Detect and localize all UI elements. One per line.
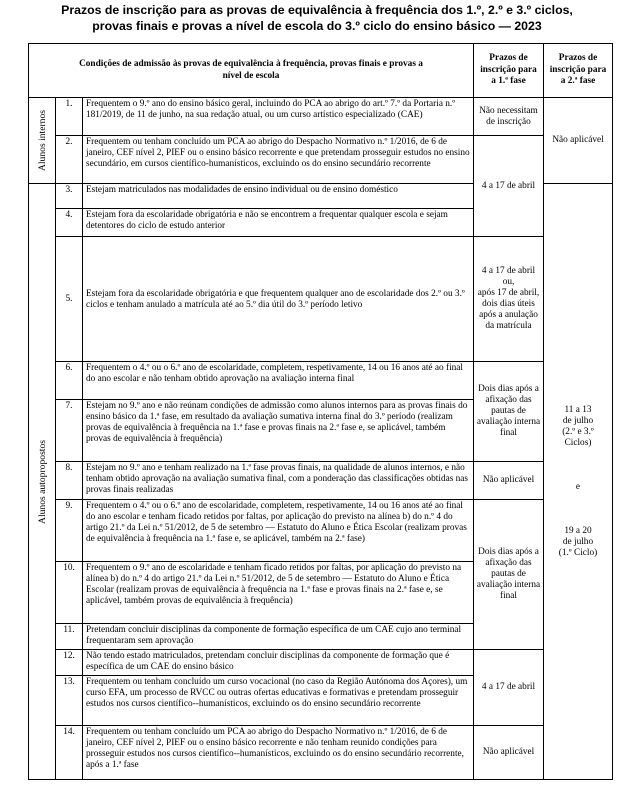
title-line-2: provas finais e provas a nível de escola do 3.º ciclo do ensino básico — 2023 bbox=[92, 19, 542, 33]
row-number: 11. bbox=[56, 624, 83, 650]
row-condition: Pretendam concluir disciplinas da componente de formação específica de um CAE cujo ano terminal frequentaram sem aprovação bbox=[83, 624, 474, 650]
phase1-value: 4 a 17 de abril ou, após 17 de abril, dois dias úteis após a anulação da matrícula bbox=[474, 237, 544, 362]
phase1-value: 4 a 17 de abril bbox=[474, 136, 544, 237]
row-number: 12. bbox=[56, 650, 83, 676]
phase1-value: 4 a 17 de abril bbox=[474, 650, 544, 726]
header-phase2: Prazos de inscrição para a 2.ª fase bbox=[544, 44, 613, 98]
header-phase1: Prazos de inscrição para a 1.ª fase bbox=[474, 44, 544, 98]
enrollment-deadlines-table bbox=[28, 43, 613, 780]
row-condition: Frequentem ou tenham concluído um curso vocacional (no caso da Região Autónoma dos Açores), um curso EFA, um processo de RVCC ou outras ofertas educativas e formativas e pretendam prosseguir estudos nos cursos científico--humanísticos, excluindo os do ensino secundário recorrente bbox=[83, 676, 474, 726]
table-row bbox=[29, 462, 613, 500]
row-number: 2. bbox=[56, 136, 83, 184]
table-row bbox=[29, 726, 613, 780]
row-condition: Frequentem o 4.º ou o 6.º ano de escolaridade, completem, respetivamente, 14 ou 16 anos até ao final do ano escolar e tenham ficado retidos por faltas, por aplicação do previsto na alínea b) do n.º 4 do artigo 21.º da Lei n.º 51/2012, de 5 de setembro — Estatuto do Aluno e Ética Escolar (realizam provas de equivalência à frequência na 1.ª fase e, se aplicável, também na 2.ª fase) bbox=[83, 500, 474, 562]
row-condition: Estejam no 9.º ano e não reúnam condições de admissão como alunos internos para as provas finais do ensino básico da 1.ª fase, em resultado da avaliação sumativa interna final do 3.º período (realizam provas de equivalência à frequência na 1.ª fase e provas finais na 2.ª fase e, se aplicável, também provas de equivalência à frequência) bbox=[83, 400, 474, 462]
table-row bbox=[29, 237, 613, 362]
phase1-value: Dois dias após a afixação das pautas de avaliação interna final bbox=[474, 362, 544, 462]
row-condition: Estejam fora da escolaridade obrigatória e não se encontrem a frequentar qualquer escola e sejam detentores do ciclo de estudo anterior bbox=[83, 209, 474, 237]
row-condition: Frequentem o 9.º ano de escolaridade e tenham ficado retidos por faltas, por aplicação do previsto na alínea b) do n.º 4 do artigo 21.º da Lei n.º 51/2012, de 5 de setembro — Estatuto do Aluno e Ética Escolar (realizam provas de equivalência à frequência na 1.ª fase e provas finais na 2.ª fase e, se aplicável, também provas de equivalência à frequência) bbox=[83, 562, 474, 624]
table-row bbox=[29, 650, 613, 676]
phase1-value: Dois dias após a afixação das pautas de avaliação interna final bbox=[474, 500, 544, 650]
row-number: 9. bbox=[56, 500, 83, 562]
row-number: 13. bbox=[56, 676, 83, 726]
row-condition: Estejam fora da escolaridade obrigatória e que frequentem qualquer ano de escolaridade dos 2.º ou 3.º ciclos e tenham anulado a matrícula até ao 5.º dia útil do 3.º período letivo bbox=[83, 237, 474, 362]
row-number: 3. bbox=[56, 184, 83, 209]
phase2-value: 11 a 13 de julho (2.º e 3.º Ciclos) e 19 a 20 de julho (1.º Ciclo) bbox=[544, 184, 613, 780]
table-row bbox=[29, 362, 613, 400]
row-condition: Frequentem ou tenham concluído um PCA ao abrigo do Despacho Normativo n.º 1/2016, de 6 de janeiro, CEF nível 2, PIEF ou o ensino básico recorrente e que pretendam prosseguir estudos no ensino secundário, em cursos científico-humanísticos, excluindo os do ensino secundário recorrente bbox=[83, 136, 474, 184]
category-autopropostos bbox=[29, 184, 56, 780]
title-line-1: Prazos de inscrição para as provas de equivalência à frequência dos 1.º, 2.º e 3.º ciclos, bbox=[61, 3, 573, 17]
phase1-value: Não necessitam de inscrição bbox=[474, 98, 544, 136]
header-row bbox=[29, 44, 613, 98]
phase2-value: Não aplicável bbox=[544, 98, 613, 184]
row-condition: Frequentem o 4.º ou o 6.º ano de escolaridade, completem, respetivamente, 14 ou 16 anos até ao final do ano escolar e não tenham obtido aprovação na avaliação interna final bbox=[83, 362, 474, 400]
row-number: 7. bbox=[56, 400, 83, 462]
table-row bbox=[29, 98, 613, 136]
row-number: 4. bbox=[56, 209, 83, 237]
row-number: 8. bbox=[56, 462, 83, 500]
row-number: 14. bbox=[56, 726, 83, 780]
row-condition: Frequentem ou tenham concluído um PCA ao abrigo do Despacho Normativo n.º 1/2016, de 6 de janeiro, CEF nível 2, PIEF ou o ensino básico recorrente e não tenham reunido condições para prosseguir estudos nos cursos científico--humanísticos, excluindo os do ensino secundário recorrente, após a 1.ª fase bbox=[83, 726, 474, 780]
document-title bbox=[0, 2, 634, 34]
category-label: Alunos autopropostos bbox=[36, 439, 48, 524]
row-number: 1. bbox=[56, 98, 83, 136]
row-number: 10. bbox=[56, 562, 83, 624]
row-condition: Não tendo estado matriculados, pretendam concluir disciplinas da componente de formação que é específica de um CAE do ensino básico bbox=[83, 650, 474, 676]
row-number: 5. bbox=[56, 237, 83, 362]
category-label: Alunos internos bbox=[36, 109, 48, 172]
category-internos bbox=[29, 98, 56, 184]
row-condition: Estejam matriculados nas modalidades de ensino individual ou de ensino doméstico bbox=[83, 184, 474, 209]
row-condition: Estejam no 9.º ano e tenham realizado na 1.ª fase provas finais, na qualidade de alunos internos, e não tenham obtido aprovação na avaliação sumativa final, com a ponderação das classificações obtidas nas provas finais realizadas bbox=[83, 462, 474, 500]
phase1-value: Não aplicável bbox=[474, 462, 544, 500]
table-row bbox=[29, 136, 613, 184]
row-condition: Frequentem o 9.º ano do ensino básico geral, incluindo do PCA ao abrigo do art.º 7.º da Portaria n.º 181/2019, de 11 de junho, na sua redação atual, ou um curso artístico especializado (CAE) bbox=[83, 98, 474, 136]
row-number: 6. bbox=[56, 362, 83, 400]
header-conditions: Condições de admissão às provas de equivalência à frequência, provas finais e provas a nível de escola bbox=[29, 44, 474, 98]
phase1-value: Não aplicável bbox=[474, 726, 544, 780]
table-row bbox=[29, 500, 613, 562]
